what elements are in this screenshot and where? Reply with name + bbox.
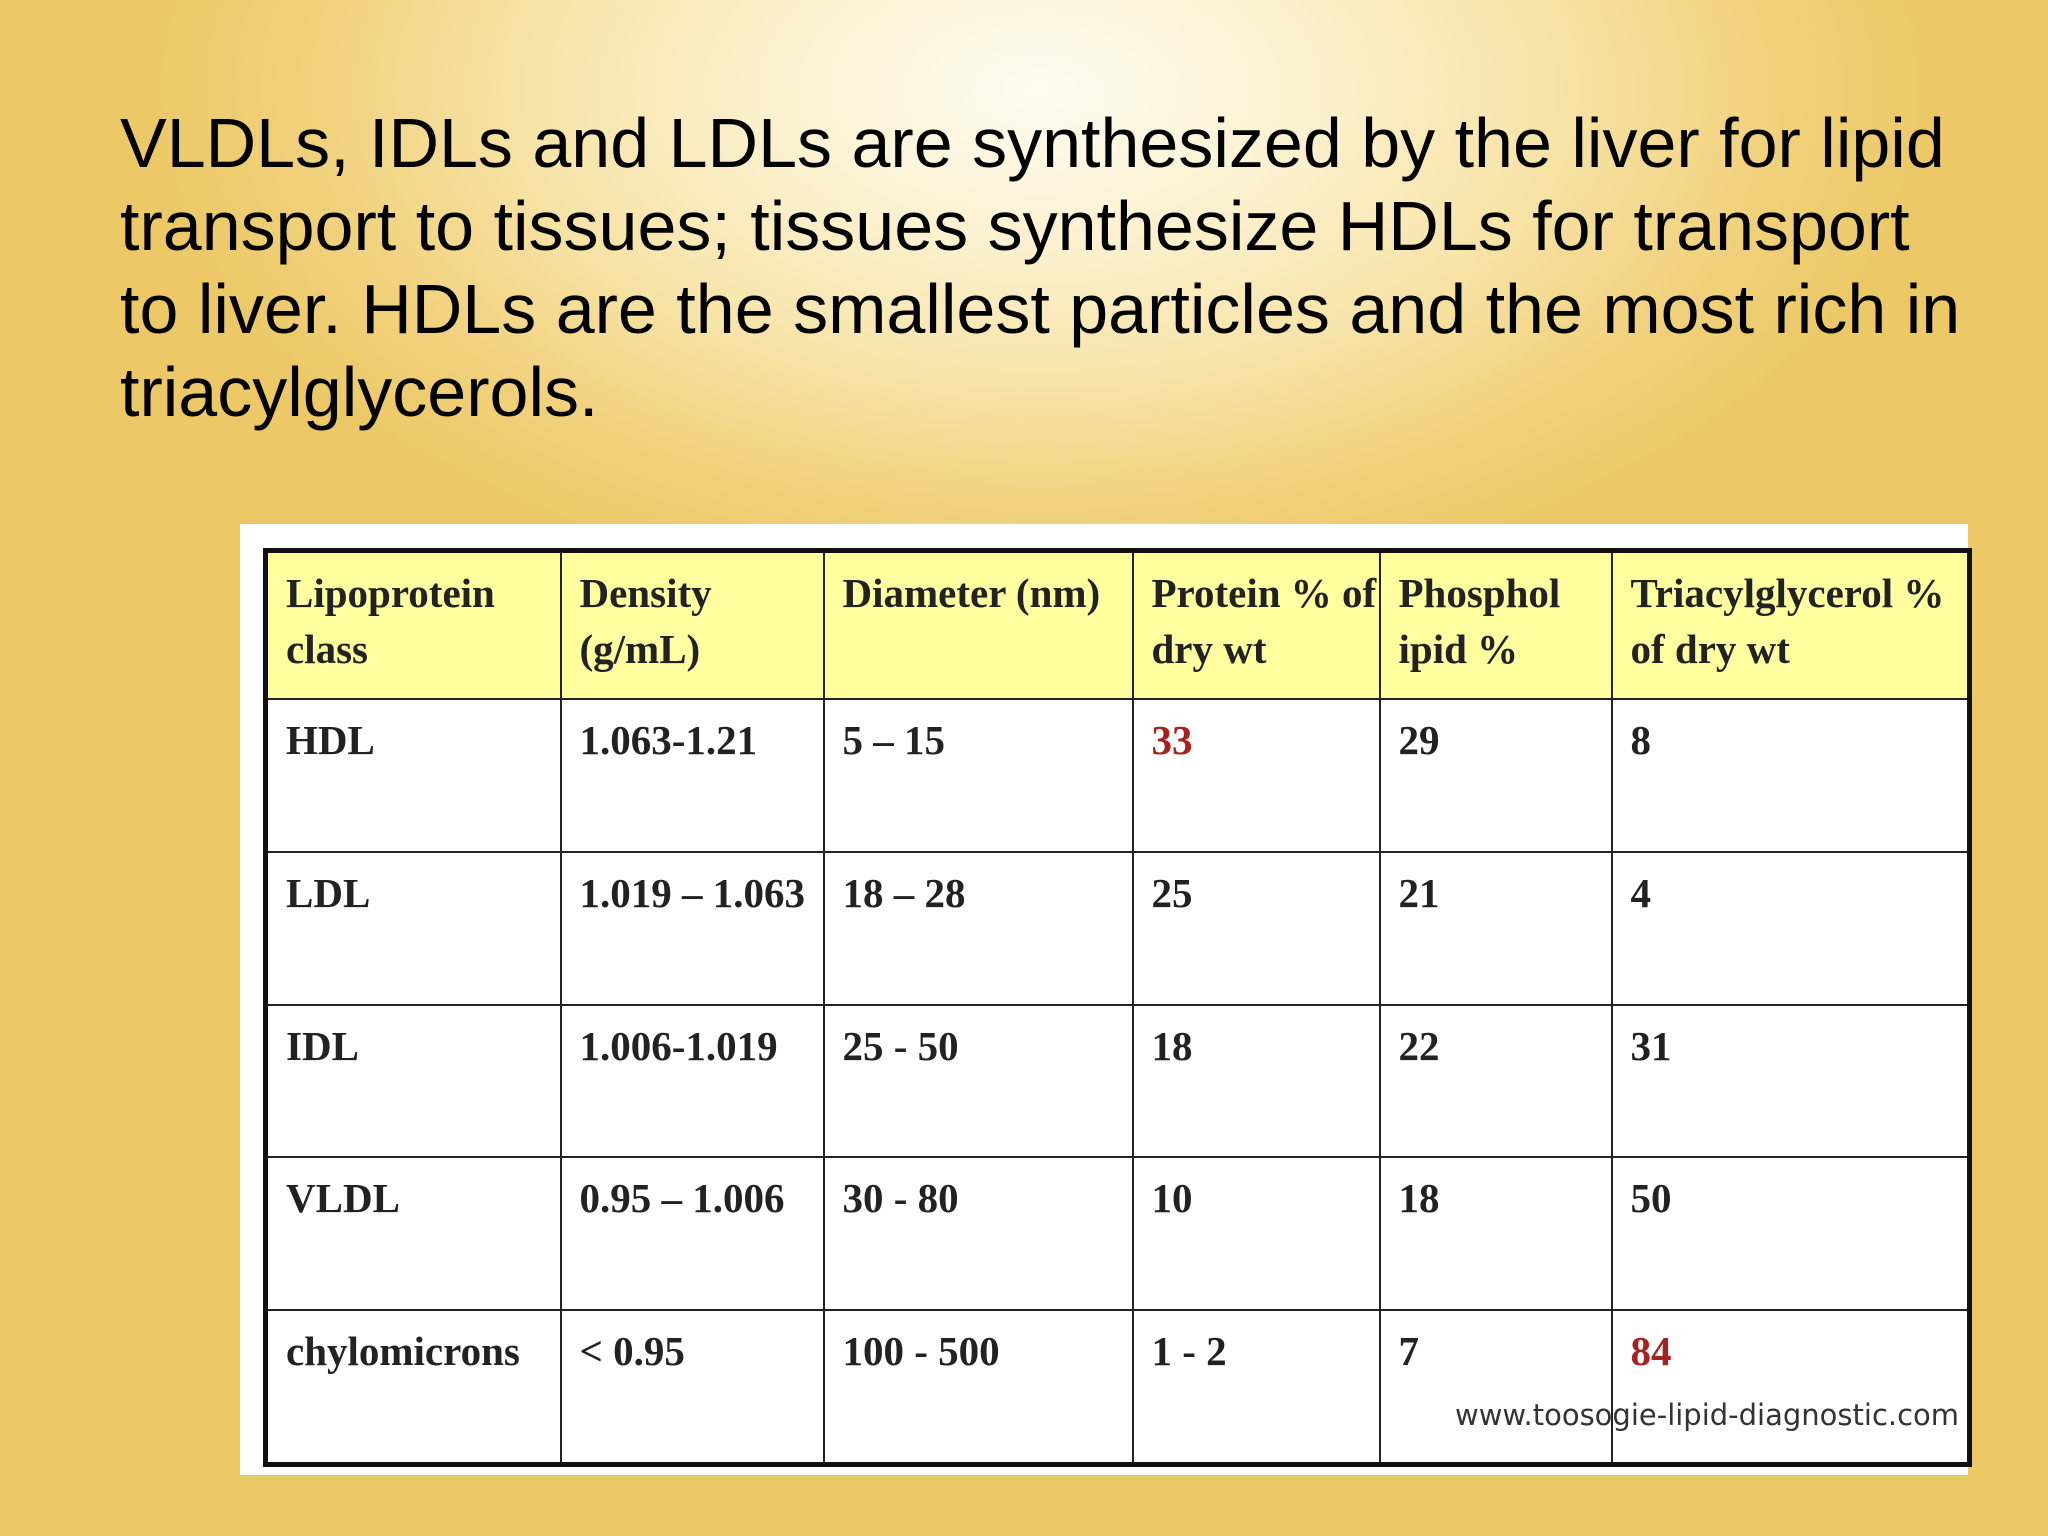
- cell-diameter: 100 - 500: [824, 1310, 1133, 1464]
- table-row: [266, 852, 1970, 1005]
- cell-triacylglycerol: 50: [1612, 1157, 1970, 1310]
- cell-phospholipid: 7: [1380, 1310, 1612, 1464]
- cell-diameter: 25 - 50: [824, 1005, 1133, 1158]
- cell-diameter: 5 – 15: [824, 699, 1133, 852]
- cell-protein: 18: [1133, 1005, 1380, 1158]
- lipoprotein-table-image: [240, 524, 1968, 1475]
- slide-body-text: VLDLs, IDLs and LDLs are synthesized by the liver for lipid transport to tissues; tissues synthesize HDLs for transport to liver. HDLs are the smallest particles and the most rich in triacylglycerols.: [120, 104, 1961, 431]
- header-diameter: Diameter (nm): [824, 551, 1133, 700]
- cell-protein: 33: [1133, 699, 1380, 852]
- cell-protein: 25: [1133, 852, 1380, 1005]
- cell-diameter: 30 - 80: [824, 1157, 1133, 1310]
- cell-phospholipid: 21: [1380, 852, 1612, 1005]
- table-row: [266, 699, 1970, 852]
- cell-triacylglycerol: 84: [1612, 1310, 1970, 1464]
- cell-diameter: 18 – 28: [824, 852, 1133, 1005]
- cell-density: 1.019 – 1.063: [561, 852, 824, 1005]
- table-row: [266, 1310, 1970, 1464]
- table-row: [266, 1157, 1970, 1310]
- cell-triacylglycerol: 4: [1612, 852, 1970, 1005]
- table-header-row: [266, 551, 1970, 700]
- cell-class: LDL: [266, 852, 561, 1005]
- table-row: [266, 1005, 1970, 1158]
- header-protein: Protein % of dry wt: [1133, 551, 1380, 700]
- cell-protein: 1 - 2: [1133, 1310, 1380, 1464]
- cell-protein: 10: [1133, 1157, 1380, 1310]
- cell-density: < 0.95: [561, 1310, 824, 1464]
- cell-class: chylomicrons: [266, 1310, 561, 1464]
- cell-density: 1.063-1.21: [561, 699, 824, 852]
- cell-density: 0.95 – 1.006: [561, 1157, 824, 1310]
- source-watermark: www.toosogie-lipid-diagnostic.com: [1455, 1398, 1960, 1432]
- cell-class: IDL: [266, 1005, 561, 1158]
- cell-triacylglycerol: 31: [1612, 1005, 1970, 1158]
- cell-density: 1.006-1.019: [561, 1005, 824, 1158]
- cell-class: VLDL: [266, 1157, 561, 1310]
- header-lipoprotein-class: Lipoprotein class: [266, 551, 561, 700]
- header-phospholipid: Phosphol ipid %: [1380, 551, 1612, 700]
- header-triacylglycerol: Triacylglycerol % of dry wt: [1612, 551, 1970, 700]
- cell-triacylglycerol: 8: [1612, 699, 1970, 852]
- cell-class: HDL: [266, 699, 561, 852]
- lipoprotein-table: [263, 548, 1972, 1467]
- cell-phospholipid: 22: [1380, 1005, 1612, 1158]
- header-density: Density (g/mL): [561, 551, 824, 700]
- cell-phospholipid: 18: [1380, 1157, 1612, 1310]
- cell-phospholipid: 29: [1380, 699, 1612, 852]
